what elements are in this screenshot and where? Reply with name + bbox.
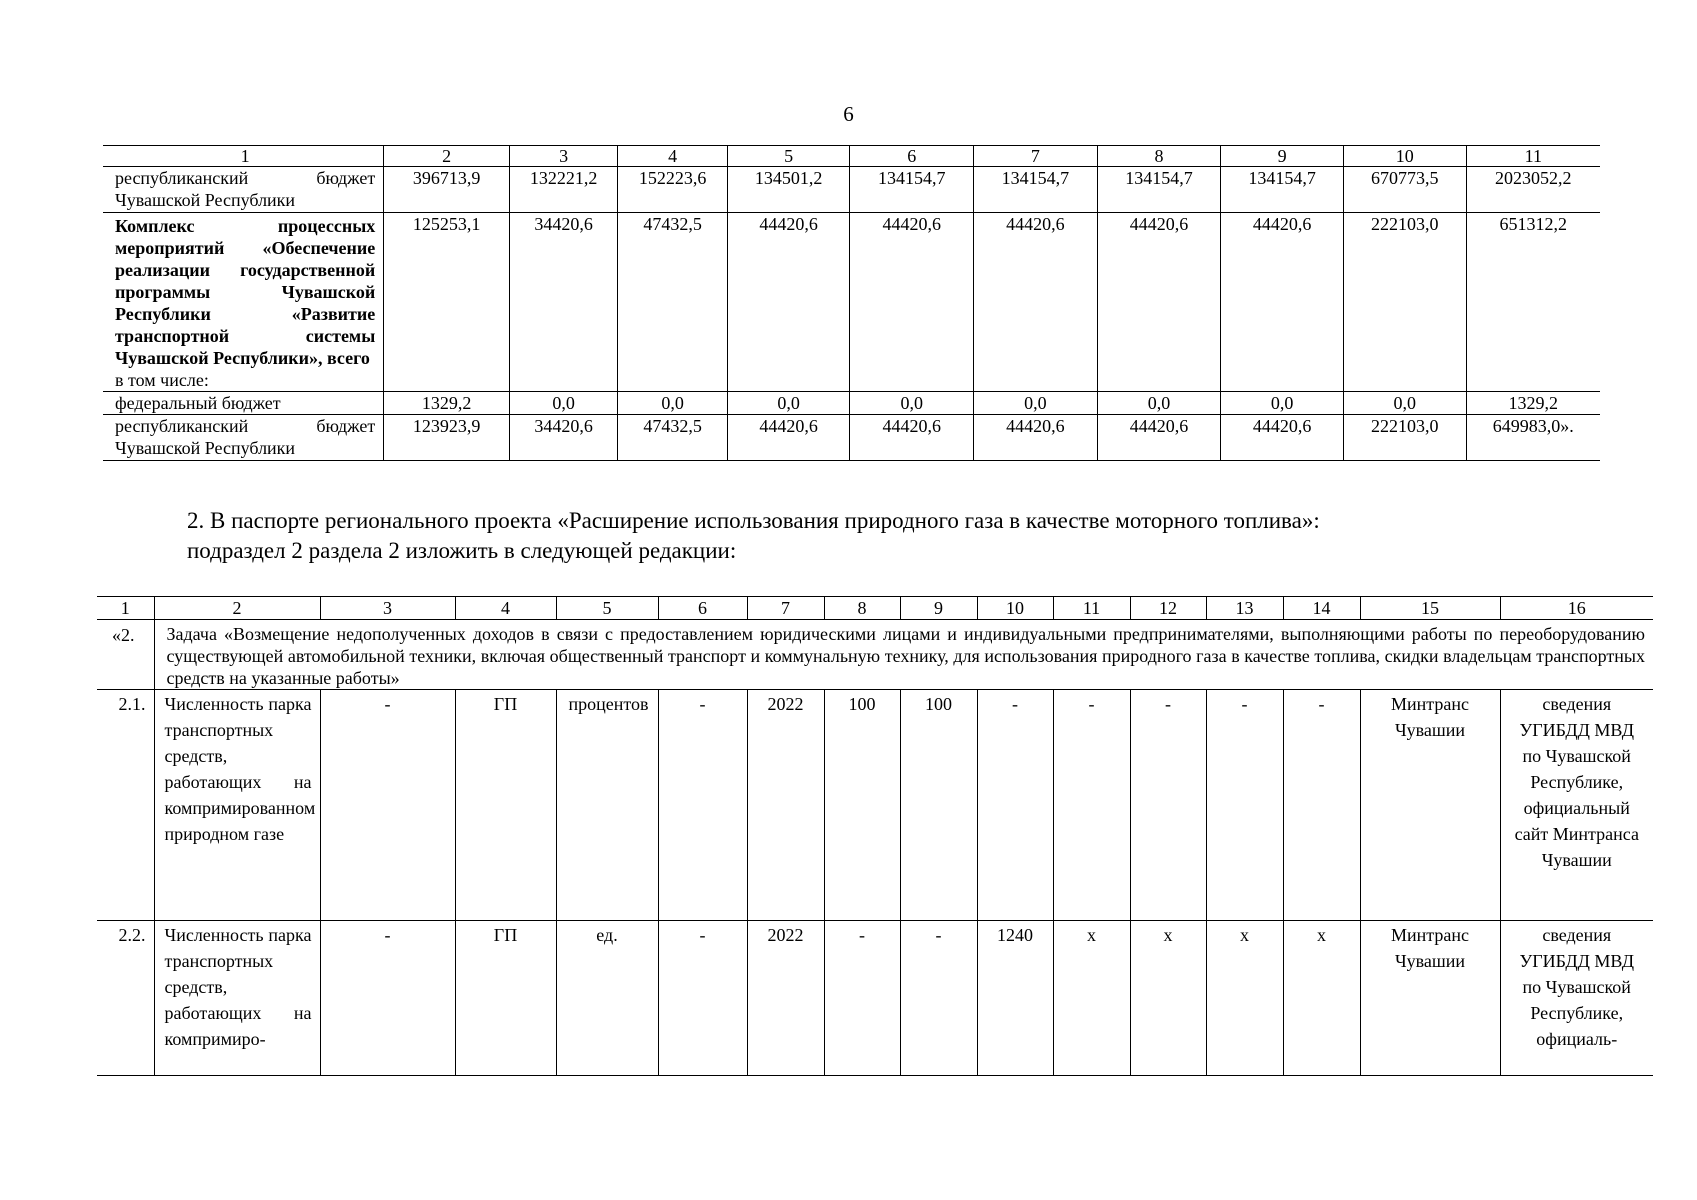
source-cell: сведения УГИБДД МВД по Чувашской Республике, официаль- <box>1500 921 1653 1076</box>
table-cell: 0,0 <box>1097 392 1221 415</box>
table-cell: 0,0 <box>850 392 974 415</box>
column-header: 4 <box>455 597 556 620</box>
table-cell: 34420,6 <box>509 415 617 461</box>
column-header: 8 <box>1097 146 1221 167</box>
table-cell: 134501,2 <box>727 167 850 213</box>
table-row <box>97 921 1653 1076</box>
table-cell: 134154,7 <box>850 167 974 213</box>
column-header: 5 <box>727 146 850 167</box>
column-header: 1 <box>97 597 154 620</box>
table-cell: - <box>824 921 900 1076</box>
table-cell: 134154,7 <box>1221 167 1344 213</box>
table-cell: 0,0 <box>618 392 727 415</box>
table-cell: 44420,6 <box>850 213 974 392</box>
table-cell: 44420,6 <box>974 415 1098 461</box>
table-cell: 0,0 <box>727 392 850 415</box>
row-label: федеральный бюджет <box>103 392 384 415</box>
row-label <box>103 213 384 392</box>
table-cell: - <box>1206 690 1283 921</box>
row-label-suffix: в том числе: <box>115 370 209 390</box>
source-cell: сведения УГИБДД МВД по Чувашской Республике, официальный сайт Минтранса Чувашии <box>1500 690 1653 921</box>
row-label: республиканский бюджет Чувашской Республики <box>103 167 384 213</box>
table-cell: ГП <box>455 690 556 921</box>
table-cell: 47432,5 <box>618 213 727 392</box>
column-header: 14 <box>1283 597 1360 620</box>
task-row <box>97 620 1653 690</box>
table-header-row <box>97 597 1653 620</box>
row-label: республиканский бюджет Чувашской Республики <box>103 415 384 461</box>
row-label-bold: Комплекс процессных мероприятий «Обеспечение реализации государственной программы Чувашской Республики «Развитие транспортной системы Чувашской Республики», всего <box>115 216 376 368</box>
paragraph-line-1: 2. В паспорте регионального проекта «Расширение использования природного газа в качестве моторного топлива»: <box>187 508 1320 533</box>
table-cell: 44420,6 <box>1097 213 1221 392</box>
table-cell: 396713,9 <box>384 167 510 213</box>
table-row <box>97 690 1653 921</box>
column-header: 1 <box>103 146 384 167</box>
table-cell: 2022 <box>747 921 824 1076</box>
column-header: 3 <box>320 597 455 620</box>
table-cell: 44420,6 <box>1221 415 1344 461</box>
table-cell: 47432,5 <box>618 415 727 461</box>
page-number: 6 <box>843 102 854 126</box>
column-header: 2 <box>154 597 320 620</box>
table-cell: х <box>1053 921 1130 1076</box>
responsible-cell: Минтранс Чувашии <box>1360 921 1500 1076</box>
table-cell: - <box>1053 690 1130 921</box>
table-cell: ед. <box>556 921 658 1076</box>
table-cell: 0,0 <box>509 392 617 415</box>
column-header: 16 <box>1500 597 1653 620</box>
table-row <box>103 213 1600 392</box>
table-header-row <box>103 146 1600 167</box>
indicator-name: Численность парка транспортных средств, работающих на компримиро- <box>154 921 320 1076</box>
column-header: 7 <box>974 146 1098 167</box>
table-cell: 1240 <box>977 921 1053 1076</box>
table-cell: 123923,9 <box>384 415 510 461</box>
table-cell: 132221,2 <box>509 167 617 213</box>
table-cell: 125253,1 <box>384 213 510 392</box>
column-header: 10 <box>1343 146 1466 167</box>
column-header: 5 <box>556 597 658 620</box>
amendment-paragraph <box>187 506 1607 566</box>
column-header: 6 <box>658 597 747 620</box>
column-header: 8 <box>824 597 900 620</box>
table-cell: 2022 <box>747 690 824 921</box>
task-text: Задача «Возмещение недополученных доходов в связи с предоставлением юридическими лицами и индивидуальными предпринимателями, выполняющими работы по переоборудованию существующей автомобильной техники, включая общественный транспорт и коммунальную технику, для использования природного газа в качестве топлива, скидки владельцам транспортных средств на указанные работы» <box>154 620 1653 690</box>
table-cell: 1329,2 <box>1466 392 1600 415</box>
table-cell: 100 <box>900 690 977 921</box>
table-cell: - <box>1130 690 1206 921</box>
table-row <box>103 415 1600 461</box>
table-cell: х <box>1206 921 1283 1076</box>
column-header: 9 <box>900 597 977 620</box>
column-header: 11 <box>1466 146 1600 167</box>
column-header: 2 <box>384 146 510 167</box>
table-cell: 670773,5 <box>1343 167 1466 213</box>
table-cell: 0,0 <box>1221 392 1344 415</box>
column-header: 6 <box>850 146 974 167</box>
table-cell: х <box>1130 921 1206 1076</box>
task-number: «2. <box>97 620 154 690</box>
table-cell: 34420,6 <box>509 213 617 392</box>
table-cell: 44420,6 <box>850 415 974 461</box>
table-cell: - <box>900 921 977 1076</box>
column-header: 10 <box>977 597 1053 620</box>
column-header: 12 <box>1130 597 1206 620</box>
table-cell: 0,0 <box>974 392 1098 415</box>
table-cell: 44420,6 <box>1221 213 1344 392</box>
table-cell: - <box>658 921 747 1076</box>
table-cell: 44420,6 <box>727 415 850 461</box>
table-cell: 152223,6 <box>618 167 727 213</box>
column-header: 15 <box>1360 597 1500 620</box>
row-number: 2.1. <box>97 690 154 921</box>
table-cell: - <box>1283 690 1360 921</box>
table-cell: 222103,0 <box>1343 213 1466 392</box>
table-cell: х <box>1283 921 1360 1076</box>
table-cell: 44420,6 <box>974 213 1098 392</box>
column-header: 11 <box>1053 597 1130 620</box>
table-cell: 651312,2 <box>1466 213 1600 392</box>
budget-table <box>103 145 1600 461</box>
column-header: 4 <box>618 146 727 167</box>
table-row <box>103 167 1600 213</box>
indicators-table <box>97 596 1653 1076</box>
responsible-cell: Минтранс Чувашии <box>1360 690 1500 921</box>
table-cell: - <box>320 921 455 1076</box>
column-header: 7 <box>747 597 824 620</box>
column-header: 13 <box>1206 597 1283 620</box>
column-header: 3 <box>509 146 617 167</box>
table-cell: - <box>658 690 747 921</box>
table-cell: - <box>977 690 1053 921</box>
table-cell: 222103,0 <box>1343 415 1466 461</box>
table-cell: 44420,6 <box>727 213 850 392</box>
table-cell: 1329,2 <box>384 392 510 415</box>
table-cell: 0,0 <box>1343 392 1466 415</box>
table-cell: 2023052,2 <box>1466 167 1600 213</box>
indicator-name: Численность парка транспортных средств, работающих на компримированном природном газе <box>154 690 320 921</box>
table-cell: ГП <box>455 921 556 1076</box>
table-cell: 44420,6 <box>1097 415 1221 461</box>
table-cell: 100 <box>824 690 900 921</box>
table-cell: - <box>320 690 455 921</box>
table-row <box>103 392 1600 415</box>
paragraph-line-2: подраздел 2 раздела 2 изложить в следующей редакции: <box>187 538 737 563</box>
row-number: 2.2. <box>97 921 154 1076</box>
column-header: 9 <box>1221 146 1344 167</box>
table-cell: 134154,7 <box>1097 167 1221 213</box>
table-cell: 134154,7 <box>974 167 1098 213</box>
table-cell: 649983,0». <box>1466 415 1600 461</box>
table-cell: процентов <box>556 690 658 921</box>
